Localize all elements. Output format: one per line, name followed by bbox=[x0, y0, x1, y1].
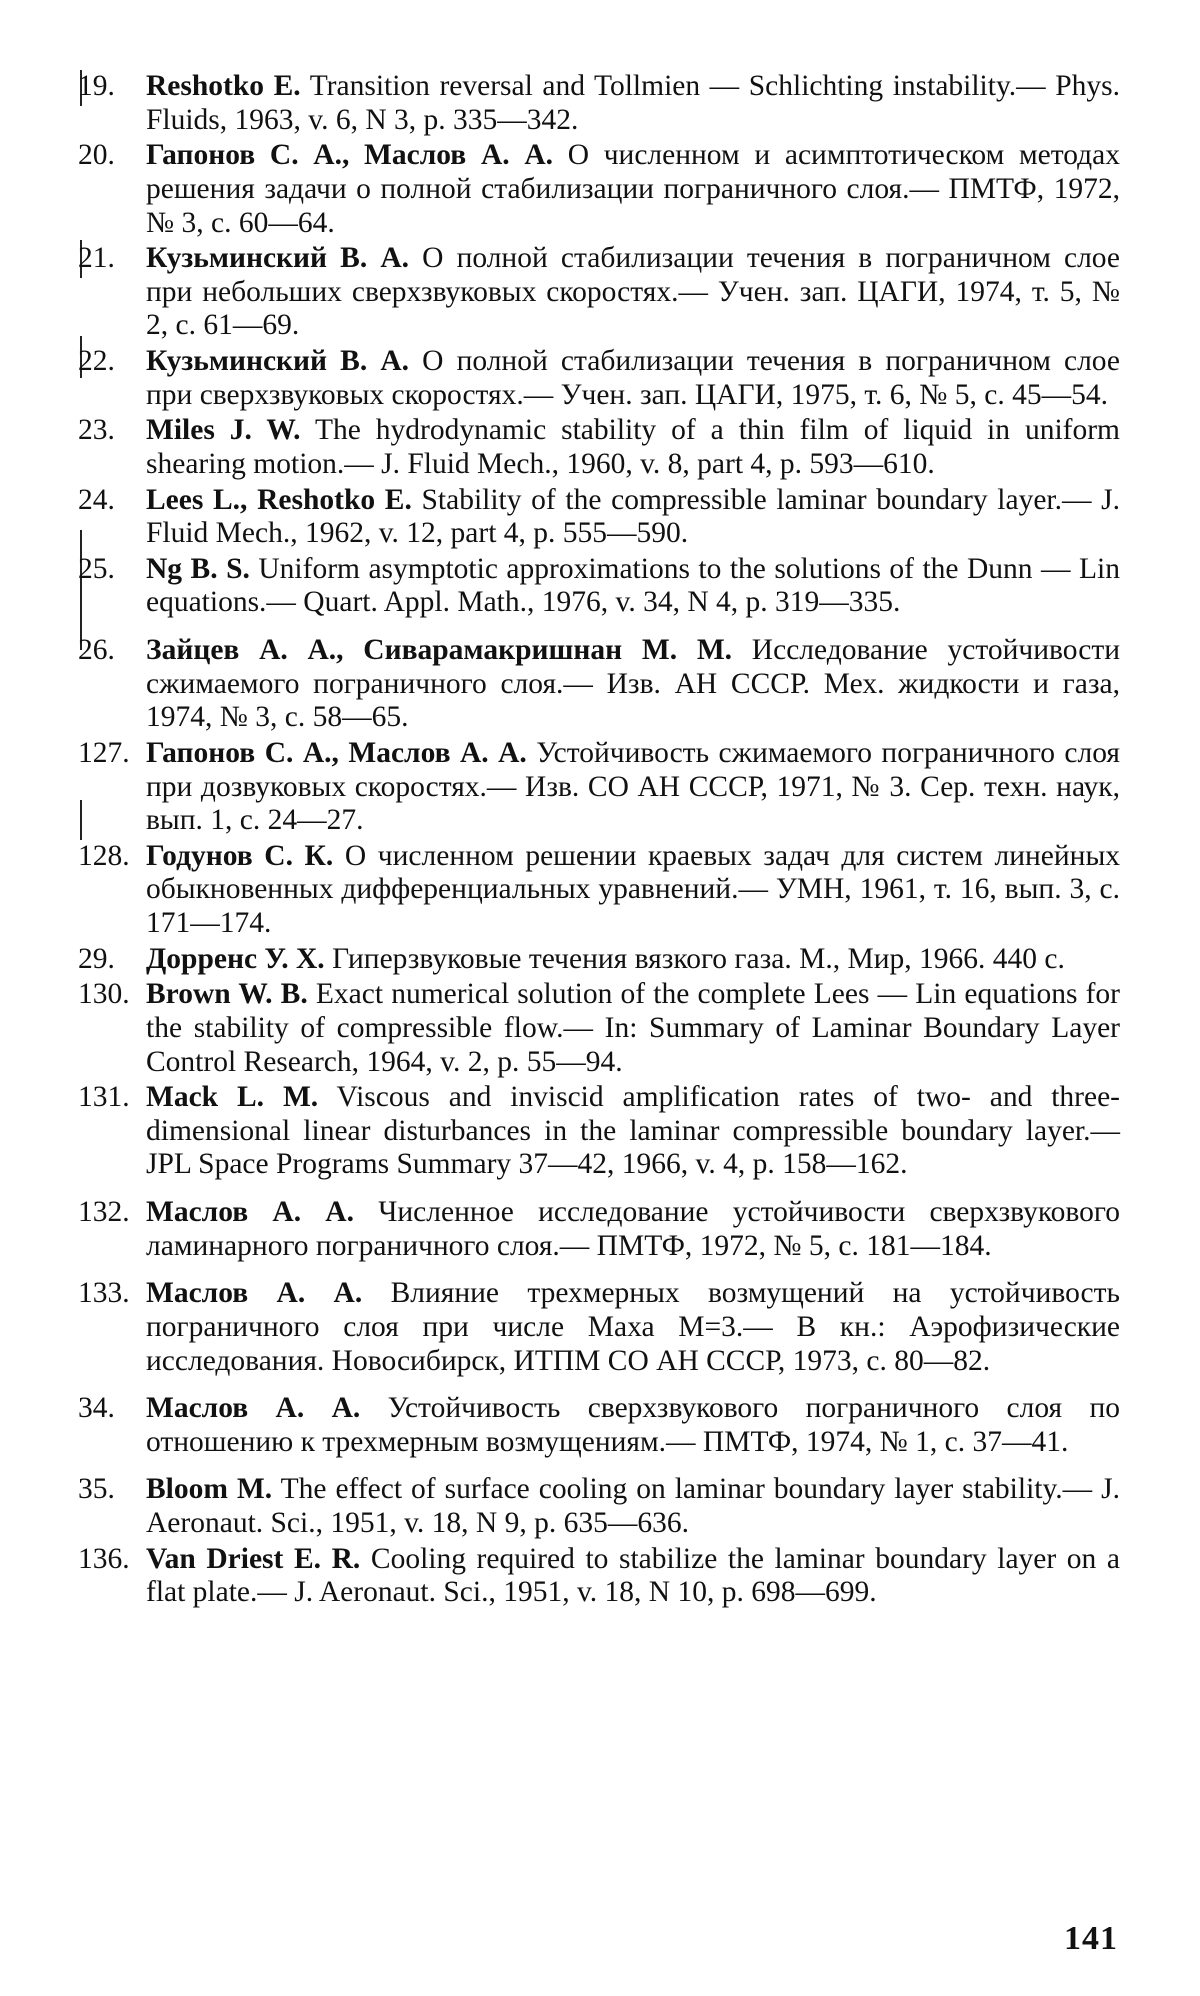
reference-number: 136. bbox=[78, 1542, 130, 1575]
reference-item bbox=[78, 943, 1120, 977]
reference-authors: Кузьминский В. А. bbox=[146, 242, 410, 275]
reference-number: 35. bbox=[78, 1473, 115, 1506]
reference-item bbox=[78, 1081, 1120, 1182]
reference-number: 34. bbox=[78, 1392, 115, 1425]
reference-text: О численном решении краевых задач для систем линейных обыкновенных дифференциальных уравнений.— УМН, 1961, т. 16, вып. 3, с. 171—174. bbox=[146, 839, 1121, 939]
reference-text: Влияние трехмерных возмущений на устойчивость пограничного слоя при числе Маха M=3.— В кн.: Аэрофизические исследования. Новосибирск, ИТПМ СО АН СССР, 1973, с. 80—82. bbox=[146, 1277, 1120, 1377]
reference-number: 25. bbox=[78, 552, 115, 585]
reference-text: The effect of surface cooling on laminar boundary layer stability.— J. Aeronaut. Sci., 1951, v. 18, N 9, p. 635—636. bbox=[146, 1473, 1121, 1539]
reference-number: 131. bbox=[78, 1081, 130, 1114]
reference-number: 19. bbox=[78, 70, 115, 102]
page-number: 141 bbox=[1064, 1920, 1118, 1957]
reference-number: 132. bbox=[78, 1196, 130, 1228]
reference-item bbox=[78, 634, 1120, 735]
reference-number: 29. bbox=[78, 942, 115, 975]
reference-number: 20. bbox=[78, 139, 115, 172]
reference-text: О полной стабилизации течения в пограничном слое при сверхзвуковых скоростях.— Учен. зап. ЦАГИ, 1975, т. 6, № 5, с. 45—54. bbox=[146, 345, 1121, 411]
reference-item bbox=[78, 553, 1120, 620]
reference-item bbox=[78, 840, 1120, 941]
reference-authors: Годунов С. К. bbox=[146, 839, 334, 872]
reference-item bbox=[78, 139, 1120, 240]
reference-authors: Кузьминский В. А. bbox=[146, 345, 410, 377]
reference-text: Устойчивость сжимаемого пограничного слоя при дозвуковых скоростях.— Изв. СО АН СССР, 1971, № 3. Сер. техн. наук, вып. 1, с. 24—27. bbox=[146, 736, 1120, 837]
reference-authors: Зайцев А. А., Сиварамакришнан М. М. bbox=[146, 634, 733, 666]
reference-authors: Bloom M. bbox=[146, 1473, 273, 1506]
reference-number: 128. bbox=[78, 839, 130, 872]
reference-item bbox=[78, 1277, 1120, 1378]
reference-text: Viscous and inviscid amplification rates of two- and three-dimensional linear disturbances in the laminar compressible boundary layer.— JPL Space Programs Summary 37—42, 1966, v. 4, p. 158—162. bbox=[146, 1081, 1121, 1181]
reference-text: О численном и асимптотическом методах решения задачи о полной стабилизации пограничного слоя.— ПМТФ, 1972, № 3, с. 60—64. bbox=[146, 139, 1120, 239]
reference-authors: Brown W. B. bbox=[146, 978, 308, 1011]
reference-number: 21. bbox=[78, 242, 115, 275]
reference-authors: Lees L., Reshotko E. bbox=[146, 483, 412, 516]
reference-authors: Дорренс У. Х. bbox=[146, 942, 325, 975]
reference-text: Exact numerical solution of the complete Lees — Lin equations for the stability of compressible flow.— In: Summary of Laminar Boundary Layer Control Research, 1964, v. 2, p. 55—94. bbox=[146, 978, 1121, 1078]
reference-text: Устойчивость сверхзвукового пограничного слоя по отношению к трехмерным возмущениям.— ПМТФ, 1974, № 1, с. 37—41. bbox=[146, 1392, 1121, 1458]
reference-item bbox=[78, 242, 1120, 343]
reference-item bbox=[78, 737, 1120, 838]
reference-item bbox=[78, 1392, 1120, 1459]
reference-authors: Reshotko E. bbox=[146, 70, 301, 102]
reference-text: Cooling required to stabilize the laminar boundary layer on a flat plate.— J. Aeronaut. Sci., 1951, v. 18, N 10, p. 698—699. bbox=[146, 1542, 1120, 1609]
reference-text: The hydrodynamic stability of a thin film of liquid in uniform shearing motion.— J. Fluid Mech., 1960, v. 8, part 4, p. 593—610. bbox=[146, 414, 1120, 480]
reference-authors: Маслов А. А. bbox=[146, 1196, 354, 1228]
reference-item bbox=[78, 1196, 1120, 1263]
reference-authors: Van Driest E. R. bbox=[146, 1542, 361, 1575]
reference-item bbox=[78, 414, 1120, 481]
reference-item bbox=[78, 1543, 1120, 1610]
reference-authors: Маслов А. А. bbox=[146, 1277, 363, 1310]
reference-text: Uniform asymptotic approximations to the solutions of the Dunn — Lin equations.— Quart. Appl. Math., 1976, v. 34, N 4, p. 319—335. bbox=[146, 552, 1121, 619]
reference-number: 133. bbox=[78, 1277, 130, 1310]
reference-item bbox=[78, 345, 1120, 412]
reference-text: Transition reversal and Tollmien — Schlichting instability.— Phys. Fluids, 1963, v. 6, N 3, p. 335—342. bbox=[146, 70, 1120, 136]
reference-item bbox=[78, 70, 1120, 137]
reference-authors: Ng B. S. bbox=[146, 552, 250, 585]
reference-text: Stability of the compressible laminar boundary layer.— J. Fluid Mech., 1962, v. 12, part 4, p. 555—590. bbox=[146, 483, 1121, 550]
reference-number: 22. bbox=[78, 345, 115, 377]
reference-number: 26. bbox=[78, 634, 115, 666]
reference-authors: Гапонов С. А., Маслов А. А. bbox=[146, 736, 527, 769]
reference-number: 127. bbox=[78, 736, 130, 769]
reference-authors: Маслов А. А. bbox=[146, 1392, 361, 1425]
reference-item bbox=[78, 484, 1120, 551]
reference-authors: Гапонов С. А., Маслов А. А. bbox=[146, 139, 553, 172]
reference-number: 130. bbox=[78, 978, 130, 1011]
reference-authors: Miles J. W. bbox=[146, 414, 301, 447]
reference-authors: Mack L. M. bbox=[146, 1081, 319, 1114]
reference-number: 24. bbox=[78, 483, 115, 516]
reference-item bbox=[78, 978, 1120, 1079]
reference-text: Гиперзвуковые течения вязкого газа. М., Мир, 1966. 440 с. bbox=[332, 942, 1065, 975]
reference-text: Численное исследование устойчивости сверхзвукового ламинарного пограничного слоя.— ПМТФ, 1972, № 5, с. 181—184. bbox=[146, 1196, 1121, 1262]
reference-item bbox=[78, 1473, 1120, 1540]
reference-text: О полной стабилизации течения в пограничном слое при небольших сверхзвуковых скоростях.— Учен. зап. ЦАГИ, 1974, т. 5, № 2, с. 61—69. bbox=[146, 242, 1121, 342]
reference-list bbox=[78, 70, 1120, 1610]
reference-number: 23. bbox=[78, 414, 115, 447]
reference-text: Исследование устойчивости сжимаемого пограничного слоя.— Изв. АН СССР. Мех. жидкости и газа, 1974, № 3, с. 58—65. bbox=[146, 634, 1121, 734]
